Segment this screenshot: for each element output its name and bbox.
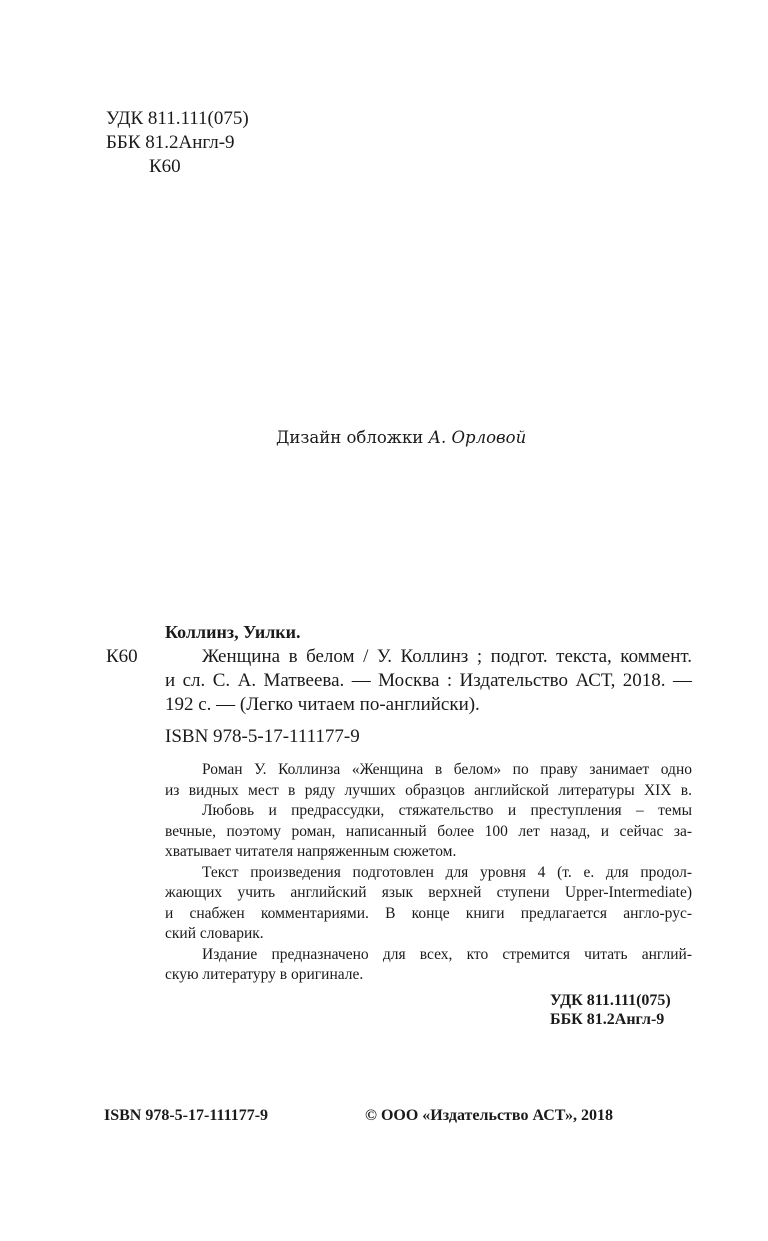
annotation-line: скую литературу в оригинале. xyxy=(165,966,364,983)
footer-isbn: ISBN 978-5-17-111177-9 xyxy=(104,1107,269,1124)
annotation-line: и снабжен комментариями. В конце книги предлагается англо-рус- xyxy=(165,904,692,922)
annotation-line: из видных мест в ряду лучших образцов английской литературы XIX в. xyxy=(165,781,692,799)
classification-udk: УДК 811.111(075) xyxy=(550,992,671,1009)
annotation-line: Издание предназначено для всех, кто стремится читать англий- xyxy=(202,945,692,963)
classification-bbk: ББК 81.2Англ-9 xyxy=(550,1011,665,1028)
record-author-mark: К60 xyxy=(106,646,138,667)
record-line-1: Женщина в белом / У. Коллинз ; подгот. текста, коммент. xyxy=(202,646,692,667)
annotation-line: Любовь и предрассудки, стяжательство и преступления – темы xyxy=(202,802,692,819)
record-body xyxy=(165,645,692,717)
annotation-line: жающих учить английский язык верхней ступени Upper-Intermediate) xyxy=(165,884,692,901)
bbk-code: ББК 81.2Англ-9 xyxy=(106,132,235,153)
record-isbn: ISBN 978-5-17-111177-9 xyxy=(165,726,360,747)
annotation-line: Роман У. Коллинза «Женщина в белом» по праву занимает одно xyxy=(202,761,692,778)
cover-credit xyxy=(276,428,526,447)
footer-copyright: © ООО «Издательство АСТ», 2018 xyxy=(365,1107,614,1124)
annotation-line: хватывает читателя напряженным сюжетом. xyxy=(165,843,457,860)
annotation-line: вечные, поэтому роман, написанный более 100 лет назад, и сейчас за- xyxy=(165,822,692,840)
author-mark: К60 xyxy=(149,156,181,177)
record-line-3: 192 с. — (Легко читаем по-английски). xyxy=(165,694,480,715)
annotation-line: ский словарик. xyxy=(165,925,264,942)
cover-credit-label: Дизайн обложки xyxy=(276,428,424,447)
author-heading: Коллинз, Уилки. xyxy=(165,622,301,642)
cover-credit-name: А. Орловой xyxy=(428,428,527,447)
annotation-line: Текст произведения подготовлен для уровня 4 (т. е. для продол- xyxy=(202,863,692,881)
annotation xyxy=(165,760,692,986)
udk-code: УДК 811.111(075) xyxy=(106,108,249,129)
record-line-2: и сл. С. А. Матвеева. — Москва : Издательство АСТ, 2018. — xyxy=(165,670,692,691)
